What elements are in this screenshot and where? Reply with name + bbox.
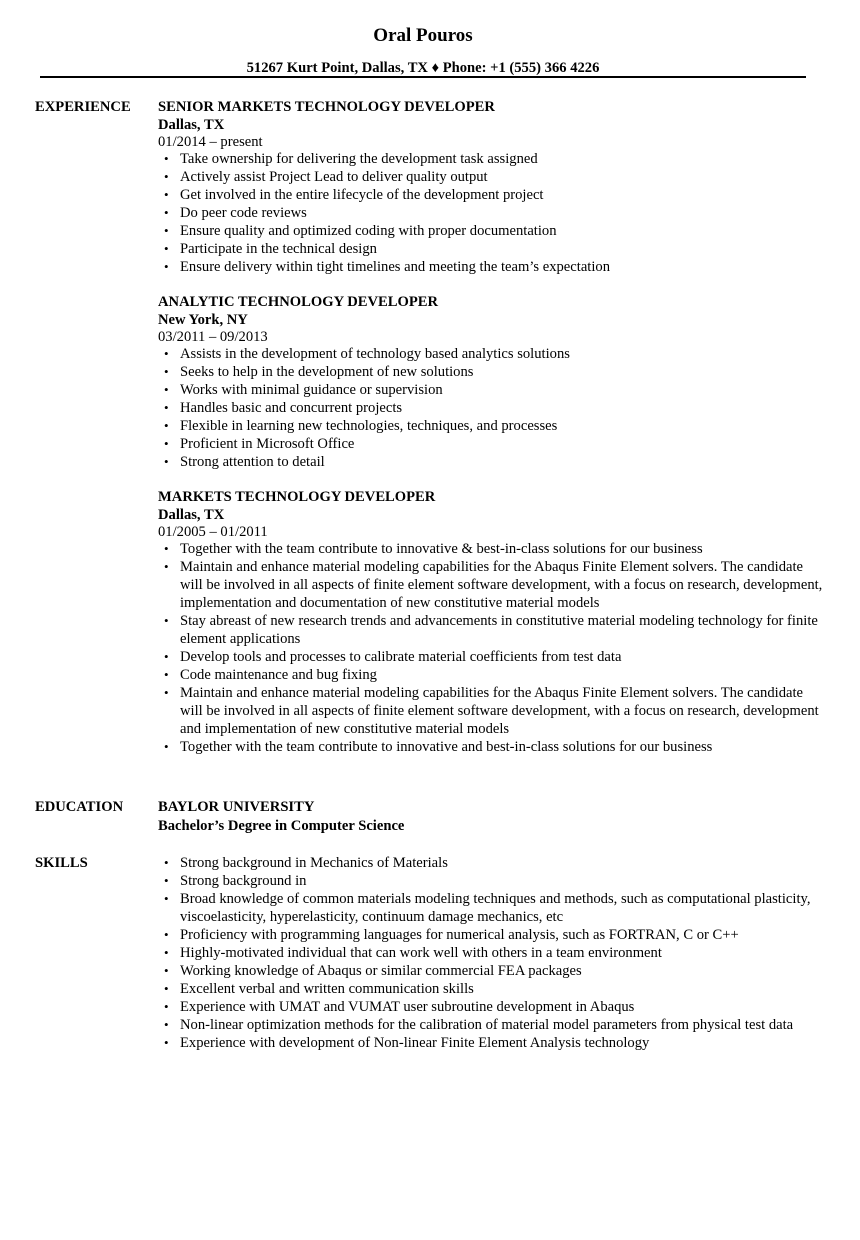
job-location: New York, NY bbox=[158, 312, 248, 328]
list-item: • Working knowledge of Abaqus or similar commercial FEA packages bbox=[158, 962, 825, 980]
list-item: • Ensure delivery within tight timelines and meeting the team’s expectation bbox=[158, 258, 825, 276]
contact-line: 51267 Kurt Point, Dallas, TX ♦ Phone: +1 (555) 366 4226 bbox=[246, 60, 600, 76]
list-item: • Stay abreast of new research trends and advancements in constitutive material modeling technology for finite element applications bbox=[158, 612, 825, 648]
list-item: • Experience with UMAT and VUMAT user subroutine development in Abaqus bbox=[158, 998, 825, 1016]
list-item: • Works with minimal guidance or supervision bbox=[158, 381, 825, 399]
job-location: Dallas, TX bbox=[158, 117, 225, 133]
experience-section bbox=[35, 98, 825, 773]
list-item: • Together with the team contribute to innovative & best-in-class solutions for our business bbox=[158, 540, 825, 558]
job-bullets bbox=[158, 345, 825, 471]
list-item: • Maintain and enhance material modeling capabilities for the Abaqus Finite Element solvers. The candidate will be involved in all aspects of finite element software development, with a focus on research, development, implementation and documentation of new constitutive material models bbox=[158, 558, 825, 612]
job-bullets bbox=[158, 540, 825, 756]
job-title: ANALYTIC TECHNOLOGY DEVELOPER bbox=[158, 294, 439, 310]
list-item: • Excellent verbal and written communication skills bbox=[158, 980, 825, 998]
list-item: • Actively assist Project Lead to deliver quality output bbox=[158, 168, 825, 186]
list-item: • Seeks to help in the development of new solutions bbox=[158, 363, 825, 381]
list-item: • Assists in the development of technology based analytics solutions bbox=[158, 345, 825, 363]
list-item: • Maintain and enhance material modeling capabilities for the Abaqus Finite Element solvers. The candidate will be involved in all aspects of finite element software development, with a focus on research, development and implementation of new constitutive material models bbox=[158, 684, 825, 738]
list-item: • Participate in the technical design bbox=[158, 240, 825, 258]
list-item: • Flexible in learning new technologies, techniques, and processes bbox=[158, 417, 825, 435]
job-dates: 01/2005 – 01/2011 bbox=[158, 524, 268, 540]
list-item: • Broad knowledge of common materials modeling techniques and methods, such as computational plasticity, viscoelasticity, hyperelasticity, continuum damage mechanics, etc bbox=[158, 890, 825, 926]
school-name: BAYLOR UNIVERSITY bbox=[158, 799, 315, 815]
list-item: • Experience with development of Non-linear Finite Element Analysis technology bbox=[158, 1034, 825, 1052]
job-title: SENIOR MARKETS TECHNOLOGY DEVELOPER bbox=[158, 99, 495, 115]
job-entry bbox=[158, 488, 825, 756]
skills-section bbox=[35, 854, 825, 1052]
section-label-skills: SKILLS bbox=[35, 855, 88, 871]
skills-list bbox=[158, 854, 825, 1052]
degree: Bachelor’s Degree in Computer Science bbox=[158, 818, 405, 834]
list-item: • Handles basic and concurrent projects bbox=[158, 399, 825, 417]
section-label-education: EDUCATION bbox=[35, 799, 124, 815]
job-location: Dallas, TX bbox=[158, 507, 225, 523]
job-dates: 03/2011 – 09/2013 bbox=[158, 329, 268, 345]
list-item: • Get involved in the entire lifecycle of the development project bbox=[158, 186, 825, 204]
list-item: • Proficient in Microsoft Office bbox=[158, 435, 825, 453]
list-item: • Code maintenance and bug fixing bbox=[158, 666, 825, 684]
list-item: • Strong background in Mechanics of Materials bbox=[158, 854, 825, 872]
list-item: • Together with the team contribute to innovative and best-in-class solutions for our business bbox=[158, 738, 825, 756]
list-item: • Develop tools and processes to calibrate material coefficients from test data bbox=[158, 648, 825, 666]
job-entry bbox=[158, 293, 825, 471]
list-item: • Ensure quality and optimized coding with proper documentation bbox=[158, 222, 825, 240]
list-item: • Proficiency with programming languages for numerical analysis, such as FORTRAN, C or C++ bbox=[158, 926, 825, 944]
job-entry bbox=[158, 98, 825, 276]
job-dates: 01/2014 – present bbox=[158, 134, 263, 150]
resume-header bbox=[0, 24, 846, 77]
job-title: MARKETS TECHNOLOGY DEVELOPER bbox=[158, 489, 436, 505]
list-item: • Highly-motivated individual that can work well with others in a team environment bbox=[158, 944, 825, 962]
education-section bbox=[35, 798, 825, 836]
candidate-name: Oral Pouros bbox=[373, 25, 473, 46]
job-bullets bbox=[158, 150, 825, 276]
list-item: • Strong attention to detail bbox=[158, 453, 825, 471]
list-item: • Take ownership for delivering the development task assigned bbox=[158, 150, 825, 168]
header-divider bbox=[40, 76, 806, 78]
list-item: • Strong background in bbox=[158, 872, 825, 890]
section-label-experience: EXPERIENCE bbox=[35, 99, 131, 115]
list-item: • Do peer code reviews bbox=[158, 204, 825, 222]
list-item: • Non-linear optimization methods for the calibration of material model parameters from physical test data bbox=[158, 1016, 825, 1034]
